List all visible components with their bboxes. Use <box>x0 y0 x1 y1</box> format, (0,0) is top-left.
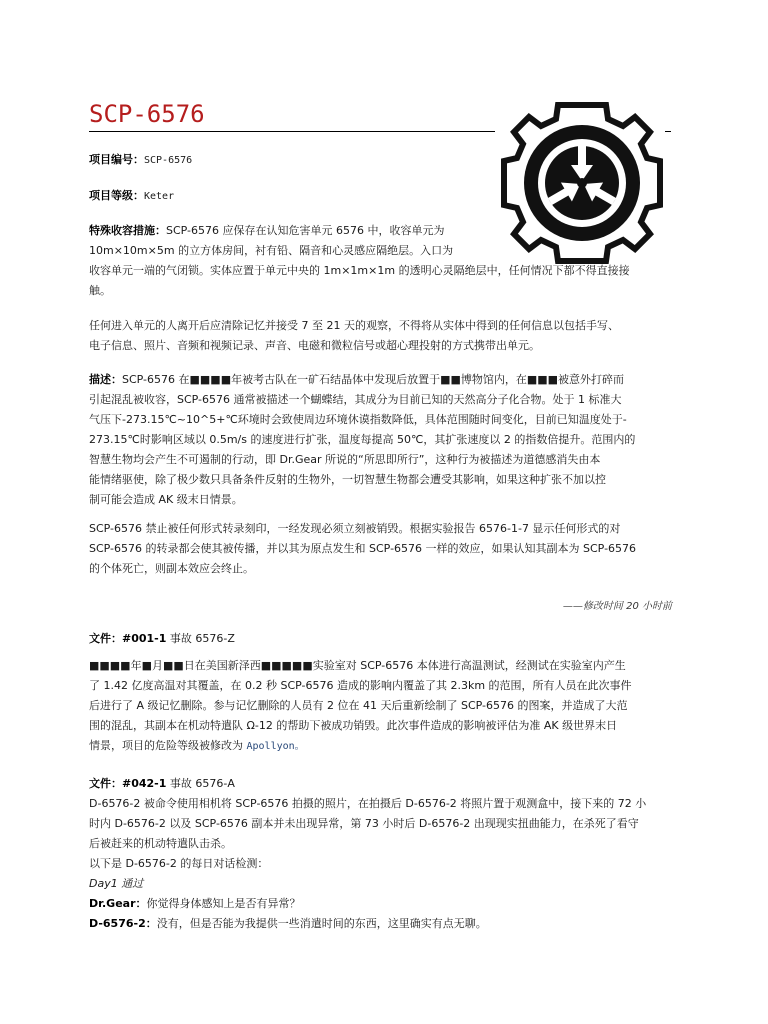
paragraph-line: 电子信息、照片、音频和视频记录、声音、电磁和微粒信号或超心理投射的方式携带出单元。 <box>89 339 540 352</box>
item-class-field <box>89 186 674 207</box>
file-042-title: 事故 6576-A <box>166 777 235 790</box>
item-number-label: 项目编号： <box>89 153 144 166</box>
memory-wipe-paragraph <box>89 316 674 356</box>
file-001-line: 情景，项目的危险等级被修改为 <box>89 739 247 752</box>
file-001-line: 围的混乱，其副本在机动特遣队 Ω-12 的帮助下被成功销毁。此次事件造成的影响被评估为准 AK 级世界末日 <box>89 719 618 732</box>
description-line: SCP-6576 在■■■■年被考古队在一矿石结晶体中发现后放置于■■博物馆内，在■■■被意外打碎而 <box>122 373 625 386</box>
description-line: 273.15℃时影响区域以 0.5m/s 的速度进行扩张，温度每提高 50℃，其扩张速度以 2 的指数倍提升。范围内的 <box>89 433 636 446</box>
item-number-value: SCP-6576 <box>144 155 193 166</box>
danger-class-value: Apollyon。 <box>246 741 305 752</box>
containment-section <box>89 221 674 301</box>
containment-line: SCP-6576 应保存在认知危害单元 6576 中，收容单元为 <box>166 224 445 237</box>
dialogue-answer: 没有，但是否能为我提供一些消遣时间的东西，这里确实有点无聊。 <box>156 917 487 930</box>
transcription-paragraph <box>89 519 674 579</box>
file-042-label: 文件：#042-1 <box>89 777 167 790</box>
description-line: 气压下-273.15℃~10^5+℃环境时会致使周边环境休谟指数降低，具体范围随时间变化，目前已知温度处于- <box>89 413 627 426</box>
title-divider <box>89 131 495 132</box>
paragraph-line: 任何进入单元的人离开后应清除记忆并接受 7 至 21 天的观察，不得将从实体中得到的任何信息以包括手写、 <box>89 319 619 332</box>
file-001-section <box>89 629 674 649</box>
file-001-body <box>89 656 674 757</box>
file-001-label: 文件：#001-1 <box>89 632 167 645</box>
dialogue-question: 你觉得身体感知上是否有异常？ <box>146 897 301 910</box>
item-class-value: Keter <box>144 191 175 202</box>
containment-label: 特殊收容措施： <box>89 224 166 237</box>
description-section <box>89 370 674 510</box>
file-001-title: 事故 6576-Z <box>166 632 235 645</box>
containment-line: 触。 <box>89 284 111 297</box>
page-title: SCP-6576 <box>89 100 205 128</box>
containment-line: 收容单元一端的气闭锁。实体应置于单元中央的 1m×1m×1m 的透明心灵隔绝层中，任何情况下都不得直接接 <box>89 264 630 277</box>
item-class-label: 项目等级： <box>89 189 144 202</box>
paragraph-line: SCP-6576 禁止被任何形式转录刻印，一经发现必须立刻被销毁。根据实验报告 6576-1-7 显示任何形式的对 <box>89 522 621 535</box>
description-label: 描述： <box>89 373 122 386</box>
file-001-line: ■■■■年■月■■日在美国新泽西■■■■■实验室对 SCP-6576 本体进行高温测试，经测试在实验室内产生 <box>89 659 626 672</box>
file-042-line: D-6576-2 被命令使用相机将 SCP-6576 拍摄的照片，在拍摄后 D-6576-2 将照片置于观测盒中，接下来的 72 小 <box>89 797 647 810</box>
file-001-line: 了 1.42 亿度高温对其覆盖，在 0.2 秒 SCP-6576 造成的影响内覆盖了其 2.3km 的范围，所有人员在此次事件 <box>89 679 632 692</box>
paragraph-line: 的个体死亡，则副本效应会终止。 <box>89 562 254 575</box>
description-line: 制可能会造成 AK 级末日情景。 <box>89 493 243 506</box>
containment-line: 10m×10m×5m 的立方体房间，衬有铅、隔音和心灵感应隔绝层。入口为 <box>89 244 454 257</box>
day1-heading: Day1 通过 <box>89 877 144 890</box>
description-line: 引起混乱被收容，SCP-6576 通常被描述一个蝴蝶结，其成分为目前已知的天然高分子化合物。处于 1 标准大 <box>89 393 622 406</box>
description-line: 能情绪驱使，除了极少数只具备条件反射的生物外，一切智慧生物都会遭受其影响，如果这种扩张不加以控 <box>89 473 606 486</box>
edit-time-note: ——修改时间 20 小时前 <box>562 601 672 612</box>
file-001-line: 后进行了 A 级记忆删除。参与记忆删除的人员有 2 位在 41 天后重新绘制了 SCP-6576 的图案，并造成了大范 <box>89 699 628 712</box>
item-number-field <box>89 150 674 171</box>
file-042-line: 时内 D-6576-2 以及 SCP-6576 副本并未出现异常，第 73 小时后 D-6576-2 出现现实扭曲能力，在杀死了看守 <box>89 817 639 830</box>
speaker-dr-gear: Dr.Gear： <box>89 897 147 910</box>
file-042-line: 后被赶来的机动特遣队击杀。 <box>89 837 232 850</box>
speaker-d-6576-2: D-6576-2： <box>89 917 157 930</box>
paragraph-line: SCP-6576 的转录都会使其被传播，并以其为原点发生和 SCP-6576 一样的效应，如果认知其副本为 SCP-6576 <box>89 542 637 555</box>
description-line: 智慧生物均会产生不可遏制的行动，即 Dr.Gear 所说的“所思即所行”，这种行为被描述为道德感消失由本 <box>89 453 601 466</box>
file-042-section <box>89 774 674 934</box>
file-042-line: 以下是 D-6576-2 的每日对话检测： <box>89 857 269 870</box>
